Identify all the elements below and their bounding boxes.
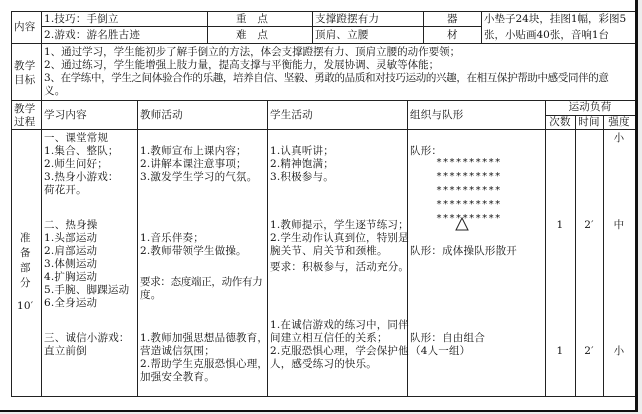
goal-line: 2、通过练习，学生能增强上肢力量，提高支撑与平衡能力，发展协调、灵敏等体能； (44, 59, 440, 71)
key-point-label: 重 点 (236, 13, 269, 25)
column-header-times: 次数 (549, 116, 571, 128)
difficulty-label: 难 点 (236, 29, 269, 41)
content-line: 2.肩部运动 (44, 245, 98, 257)
goal-line: 义。 (44, 85, 66, 97)
content-line: 一、课堂常规 (44, 132, 109, 144)
column-header-org: 组织与队形 (410, 109, 464, 121)
student-line: 2.精神饱满； (270, 158, 334, 170)
content-line: 荷花开。 (44, 184, 87, 196)
stage-label: 分 (20, 277, 31, 289)
content-line: 5.手腕、脚踝运动 (44, 284, 130, 296)
rule (11, 11, 12, 397)
content-line: 三、诚信小游戏： (44, 332, 130, 344)
goals-label: 目标 (14, 74, 36, 86)
formation-row: ********** (436, 199, 502, 210)
content-line: 6.全身运动 (44, 297, 98, 309)
content-line: 直立前倒 (44, 345, 87, 357)
rule (635, 11, 636, 397)
teacher-line: 度。 (140, 289, 162, 301)
load-time: 2′ (584, 345, 594, 357)
student-line: 1.认真听讲； (270, 145, 334, 157)
teacher-line: 加强安全教育。 (140, 371, 215, 383)
stage-duration: 10′ (17, 300, 34, 312)
student-line: 间建立相互信任的关系； (270, 332, 388, 344)
teacher-line: 1.教师宣布上课内容； (140, 145, 247, 157)
rule (11, 129, 635, 130)
content-item-1: 1.技巧：手倒立 (44, 13, 119, 25)
difficulty-value: 顶肩、立腰 (315, 29, 369, 41)
column-header-student: 学生活动 (270, 109, 313, 121)
equipment-line-2: 张，小贴画40张，音响1台 (484, 29, 610, 41)
column-header-process: 过程 (14, 116, 36, 128)
rule (207, 11, 208, 44)
goal-line: 3、在学练中，学生之间体验合作的乐趣，培养自信、坚毅、勇敢的品质和对技巧运动的兴趣，在相互保护帮助中感受同伴的意 (44, 72, 609, 84)
column-header-load: 运动负荷 (568, 101, 612, 113)
rule (11, 43, 635, 44)
content-line: 3.体侧运动 (44, 258, 98, 270)
column-header-teacher: 教师活动 (140, 109, 183, 121)
student-line: 人，感受练习的快乐。 (270, 358, 377, 370)
rule (312, 11, 313, 44)
student-line: 1.在诚信游戏的练习中，同伴 (270, 319, 409, 331)
load-times: 1 (556, 345, 564, 357)
load-intensity: 小 (613, 345, 625, 357)
content-line: 二、热身操 (44, 219, 98, 231)
goals-label: 教学 (14, 60, 36, 72)
key-point-value: 支撑蹬摆有力 (315, 13, 380, 25)
teacher-position-triangle-icon (455, 217, 469, 231)
rule (481, 11, 482, 44)
rule (41, 11, 42, 397)
teacher-line: 2.帮助学生克服恐惧心理， (140, 358, 269, 370)
content-line: 2.师生问好； (44, 158, 108, 170)
formation-row: ********** (436, 157, 502, 168)
teacher-line: 1.音乐伴奏； (140, 232, 204, 244)
formation-row: ********** (436, 185, 502, 196)
rule (41, 26, 481, 27)
student-line: 要求：积极参与，活动充分。 (270, 261, 410, 273)
rule (11, 11, 635, 12)
column-header-content: 学习内容 (44, 109, 87, 121)
column-header-intensity: 强度 (608, 116, 630, 128)
student-line: 腕关节、肩关节和颈椎。 (270, 245, 388, 257)
load-time: 2′ (584, 219, 594, 231)
rule (137, 100, 138, 397)
equipment-label: 器 (447, 13, 458, 25)
equipment-label: 材 (447, 29, 458, 41)
teacher-line: 3.激发学生学习的气氛。 (140, 171, 258, 183)
load-times: 1 (556, 219, 564, 231)
content-label: 内容 (14, 21, 36, 33)
student-line: 2.克服恐惧心理，学会保护他 (270, 345, 409, 357)
column-header-process: 教学 (14, 103, 36, 115)
org-text: 队形：自由组合 (410, 332, 485, 344)
load-intensity: 中 (613, 219, 625, 231)
org-text: （4人一组） (410, 345, 471, 357)
equipment-line-1: 小垫子24块，挂图1幅，彩图5 (484, 13, 627, 25)
student-line: 3.积极参与。 (270, 171, 334, 183)
stage-label: 准 (20, 232, 31, 244)
student-line: 2.学生动作认真到位，特别是 (270, 232, 409, 244)
stage-label: 备 (20, 247, 31, 259)
teacher-line: 2.教师带领学生做操。 (140, 245, 247, 257)
org-label: 队形： (410, 145, 443, 157)
formation-row: ********** (436, 171, 502, 182)
rule (267, 100, 268, 397)
teacher-line: 要求：态度端正，动作有力 (140, 276, 263, 288)
rule (423, 11, 424, 44)
content-line: 4.扩胸运动 (44, 271, 98, 283)
content-line: 3.热身小游戏： (44, 171, 119, 183)
org-text: 队形：成体操队形散开 (410, 245, 517, 257)
teacher-line: 1.教师加强思想品德教育， (140, 332, 269, 344)
load-intensity: 小 (613, 132, 625, 144)
goal-line: 1、通过学习，学生能初步了解手倒立的方法，体会支撑蹬摆有力、顶肩立腰的动作要领； (44, 46, 461, 58)
rule (11, 100, 635, 101)
student-line: 1.教师提示，学生逐节练习； (270, 219, 409, 231)
column-header-time: 时间 (578, 116, 600, 128)
content-item-2: 2.游戏：游名胜古迹 (44, 29, 141, 41)
content-line: 1.头部运动 (44, 232, 98, 244)
teacher-line: 营造诚信氛围； (140, 345, 215, 357)
stage-label: 部 (20, 262, 31, 274)
content-line: 1.集合、整队； (44, 145, 119, 157)
rule (11, 396, 635, 397)
teacher-line: 2.讲解本课注意事项； (140, 158, 247, 170)
formation-row: ********** (436, 213, 502, 224)
